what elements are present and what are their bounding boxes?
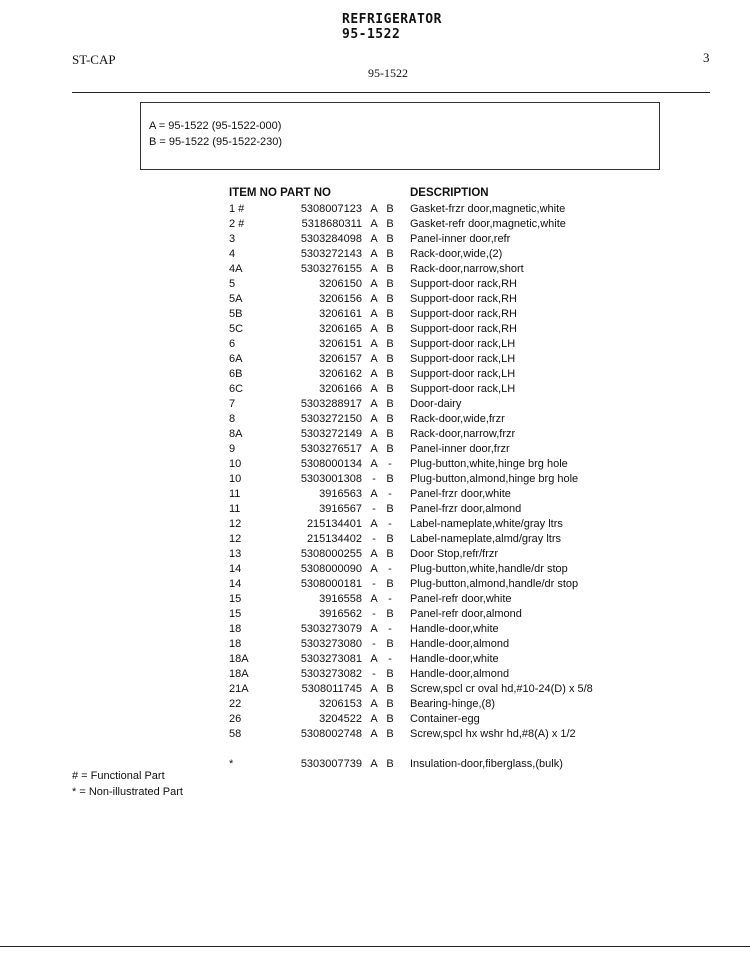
- cell-b: -: [388, 593, 392, 605]
- cell-part: 5303272149: [300, 428, 362, 440]
- cell-item: 18: [229, 623, 242, 635]
- cell-desc: Door-dairy: [410, 398, 462, 410]
- cell-b: B: [386, 683, 394, 695]
- cell-desc: Handle-door,almond: [410, 668, 510, 680]
- header-item-part: ITEM NO PART NO: [229, 187, 332, 199]
- cell-part: 5308000181: [300, 578, 362, 590]
- cell-b: -: [388, 563, 392, 575]
- cell-a: A: [370, 758, 378, 770]
- cell-part: 3206157: [319, 353, 362, 365]
- cell-a: A: [370, 728, 378, 740]
- cell-desc: Plug-button,almond,handle/dr stop: [410, 578, 579, 590]
- cell-a: -: [372, 668, 376, 680]
- cell-part: 215134402: [306, 533, 362, 545]
- cell-a: A: [370, 413, 378, 425]
- cell-part: 3916567: [319, 503, 362, 515]
- cell-b: B: [386, 203, 394, 215]
- cell-b: -: [388, 488, 392, 500]
- cell-item: 4A: [229, 263, 243, 275]
- cell-b: B: [386, 308, 394, 320]
- cell-a: -: [372, 473, 376, 485]
- cell-part: 5318680311: [301, 218, 362, 230]
- cell-part: 3206153: [319, 698, 362, 710]
- cell-item: 21A: [229, 683, 249, 695]
- header-description: DESCRIPTION: [410, 187, 489, 199]
- cell-a: A: [370, 338, 378, 350]
- cell-b: B: [386, 353, 394, 365]
- cell-desc: Gasket-refr door,magnetic,white: [410, 218, 566, 230]
- cell-desc: Handle-door,white: [410, 653, 499, 665]
- cell-part: 5303273079: [300, 623, 362, 635]
- cell-b: B: [386, 533, 394, 545]
- cell-desc: Panel-refr door,white: [410, 593, 512, 605]
- cell-item: 12: [229, 518, 242, 530]
- cell-part: 5308002748: [300, 728, 362, 740]
- model-number-title: 95-1522: [342, 27, 401, 42]
- legend-functional: # = Functional Part: [72, 770, 165, 782]
- cell-desc: Rack-door,narrow,short: [410, 263, 524, 275]
- cell-item: 11: [229, 503, 241, 515]
- cell-item: 8: [229, 413, 236, 425]
- cell-item: 10: [229, 473, 242, 485]
- cell-desc: Plug-button,white,handle/dr stop: [410, 563, 568, 575]
- cell-part: 3206151: [319, 338, 362, 350]
- cell-b: B: [386, 473, 394, 485]
- cell-desc: Support-door rack,LH: [410, 368, 516, 380]
- cell-a: A: [370, 383, 378, 395]
- cell-b: B: [386, 323, 394, 335]
- cell-desc: Panel-frzr door,almond: [410, 503, 522, 515]
- cell-a: A: [370, 548, 378, 560]
- cell-item: 15: [229, 608, 242, 620]
- cell-desc: Plug-button,almond,hinge brg hole: [410, 473, 579, 485]
- cell-item: 1 #: [229, 203, 245, 215]
- cell-a: -: [372, 638, 376, 650]
- cell-a: A: [370, 248, 378, 260]
- cell-b: B: [386, 368, 394, 380]
- cell-a: A: [370, 233, 378, 245]
- cell-a: A: [370, 218, 378, 230]
- cell-desc: Bearing-hinge,(8): [410, 698, 495, 710]
- cell-item: 22: [229, 698, 242, 710]
- cell-item: 5C: [229, 323, 244, 335]
- cell-part: 3206161: [319, 308, 362, 320]
- cell-desc: Insulation-door,fiberglass,(bulk): [410, 758, 563, 770]
- cell-desc: Door Stop,refr/frzr: [410, 548, 499, 560]
- cell-part: 3206166: [319, 383, 362, 395]
- cell-part: 5303272143: [300, 248, 362, 260]
- cell-b: B: [386, 668, 394, 680]
- cell-item: 18A: [229, 653, 249, 665]
- cell-a: A: [370, 293, 378, 305]
- cell-b: B: [386, 713, 394, 725]
- cell-item: 6C: [229, 383, 244, 395]
- cell-desc: Support-door rack,LH: [410, 383, 516, 395]
- cell-desc: Gasket-frzr door,magnetic,white: [410, 203, 566, 215]
- cell-a: A: [370, 518, 378, 530]
- cell-a: A: [370, 428, 378, 440]
- cell-a: A: [370, 698, 378, 710]
- cell-part: 3206165: [319, 323, 362, 335]
- cell-item: 3: [229, 233, 236, 245]
- cell-desc: Panel-inner door,frzr: [410, 443, 510, 455]
- cell-desc: Screw,spcl hx wshr hd,#8(A) x 1/2: [410, 728, 576, 740]
- cell-desc: Support-door rack,LH: [410, 338, 516, 350]
- cell-part: 5303276517: [300, 443, 362, 455]
- section-label: ST-CAP: [72, 52, 116, 67]
- cell-b: -: [388, 653, 392, 665]
- cell-desc: Panel-frzr door,white: [410, 488, 511, 500]
- cell-desc: Panel-inner door,refr: [410, 233, 511, 245]
- cell-b: B: [386, 293, 394, 305]
- cell-part: 3916562: [319, 608, 362, 620]
- cell-desc: Support-door rack,RH: [410, 308, 517, 320]
- cell-part: 5303276155: [300, 263, 362, 275]
- cell-part: 5308011745: [301, 683, 362, 695]
- cell-desc: Screw,spcl cr oval hd,#10-24(D) x 5/8: [410, 683, 593, 695]
- cell-desc: Support-door rack,RH: [410, 293, 517, 305]
- cell-item: 11: [229, 488, 241, 500]
- cell-a: A: [370, 368, 378, 380]
- cell-a: -: [372, 608, 376, 620]
- cell-desc: Handle-door,white: [410, 623, 499, 635]
- cell-b: B: [386, 608, 394, 620]
- footer-divider: [0, 946, 750, 947]
- cell-item: 6: [229, 338, 236, 350]
- cell-b: B: [386, 383, 394, 395]
- subtitle-model: 95-1522: [368, 66, 408, 80]
- cell-b: B: [386, 578, 394, 590]
- cell-b: B: [386, 398, 394, 410]
- cell-item: 9: [229, 443, 236, 455]
- cell-a: A: [370, 398, 378, 410]
- cell-a: -: [372, 533, 376, 545]
- cell-item: 5: [229, 278, 236, 290]
- cell-item: 13: [229, 548, 242, 560]
- cell-desc: Support-door rack,RH: [410, 323, 517, 335]
- cell-b: B: [386, 503, 394, 515]
- cell-part: 5303007739: [300, 758, 362, 770]
- cell-a: A: [370, 713, 378, 725]
- cell-desc: Rack-door,narrow,frzr: [410, 428, 516, 440]
- cell-part: 5303284098: [300, 233, 362, 245]
- cell-a: A: [370, 443, 378, 455]
- cell-a: A: [370, 263, 378, 275]
- cell-part: 3206150: [319, 278, 362, 290]
- cell-a: A: [370, 308, 378, 320]
- cell-b: -: [388, 518, 392, 530]
- cell-item: 58: [229, 728, 242, 740]
- cell-a: -: [372, 578, 376, 590]
- cell-part: 5303273080: [300, 638, 362, 650]
- cell-item: 7: [229, 398, 236, 410]
- cell-desc: Handle-door,almond: [410, 638, 510, 650]
- cell-desc: Panel-refr door,almond: [410, 608, 522, 620]
- cell-a: A: [370, 353, 378, 365]
- cell-part: 5303273082: [300, 668, 362, 680]
- cell-item: *: [229, 758, 234, 770]
- cell-b: B: [386, 338, 394, 350]
- cell-part: 5308007123: [300, 203, 362, 215]
- cell-part: 5303272150: [300, 413, 362, 425]
- cell-part: 5308000255: [300, 548, 362, 560]
- cell-desc: Rack-door,wide,(2): [410, 248, 503, 260]
- cell-part: 5303001308: [300, 473, 362, 485]
- cell-desc: Label-nameplate,almd/gray ltrs: [410, 533, 562, 545]
- cell-b: B: [386, 248, 394, 260]
- cell-item: 5B: [229, 308, 243, 320]
- cell-a: A: [370, 623, 378, 635]
- cell-desc: Support-door rack,RH: [410, 278, 517, 290]
- cell-b: B: [386, 218, 394, 230]
- cell-desc: Label-nameplate,white/gray ltrs: [410, 518, 563, 530]
- cell-item: 18A: [229, 668, 249, 680]
- legend-non-illustrated: * = Non-illustrated Part: [72, 786, 183, 798]
- cell-a: A: [370, 278, 378, 290]
- cell-item: 8A: [229, 428, 243, 440]
- cell-part: 5308000090: [300, 563, 362, 575]
- cell-b: B: [386, 428, 394, 440]
- cell-item: 6B: [229, 368, 243, 380]
- cell-item: 26: [229, 713, 242, 725]
- cell-b: B: [386, 263, 394, 275]
- cell-part: 3206162: [319, 368, 362, 380]
- cell-b: B: [386, 413, 394, 425]
- cell-a: A: [370, 323, 378, 335]
- cell-part: 3206156: [319, 293, 362, 305]
- cell-a: A: [370, 683, 378, 695]
- cell-b: -: [388, 458, 392, 470]
- cell-item: 5A: [229, 293, 243, 305]
- cell-item: 12: [229, 533, 242, 545]
- cell-item: 6A: [229, 353, 243, 365]
- cell-part: 5303288917: [300, 398, 362, 410]
- cell-b: B: [386, 638, 394, 650]
- cell-a: -: [372, 503, 376, 515]
- cell-a: A: [370, 653, 378, 665]
- model-a-label: A = 95-1522 (95-1522-000): [149, 120, 282, 132]
- cell-b: B: [386, 233, 394, 245]
- cell-item: 14: [229, 578, 242, 590]
- cell-part: 5303273081: [300, 653, 362, 665]
- cell-part: 3916563: [319, 488, 362, 500]
- cell-desc: Support-door rack,LH: [410, 353, 516, 365]
- cell-item: 18: [229, 638, 242, 650]
- cell-a: A: [370, 563, 378, 575]
- cell-b: B: [386, 758, 394, 770]
- cell-b: -: [388, 623, 392, 635]
- page-number: 3: [703, 50, 710, 65]
- cell-item: 15: [229, 593, 242, 605]
- cell-a: A: [370, 458, 378, 470]
- cell-b: B: [386, 278, 394, 290]
- cell-part: 3916558: [319, 593, 362, 605]
- cell-desc: Plug-button,white,hinge brg hole: [410, 458, 568, 470]
- cell-item: 10: [229, 458, 242, 470]
- cell-part: 215134401: [306, 518, 362, 530]
- cell-b: B: [386, 698, 394, 710]
- cell-b: B: [386, 443, 394, 455]
- model-b-label: B = 95-1522 (95-1522-230): [149, 136, 283, 148]
- cell-desc: Rack-door,wide,frzr: [410, 413, 505, 425]
- cell-part: 3204522: [319, 713, 362, 725]
- document-title: REFRIGERATOR: [342, 12, 442, 27]
- cell-b: B: [386, 548, 394, 560]
- cell-part: 5308000134: [300, 458, 362, 470]
- cell-a: A: [370, 593, 378, 605]
- cell-item: 4: [229, 248, 236, 260]
- cell-desc: Container-egg: [410, 713, 480, 725]
- cell-item: 14: [229, 563, 242, 575]
- cell-b: B: [386, 728, 394, 740]
- cell-a: A: [370, 203, 378, 215]
- cell-item: 2 #: [229, 218, 245, 230]
- cell-a: A: [370, 488, 378, 500]
